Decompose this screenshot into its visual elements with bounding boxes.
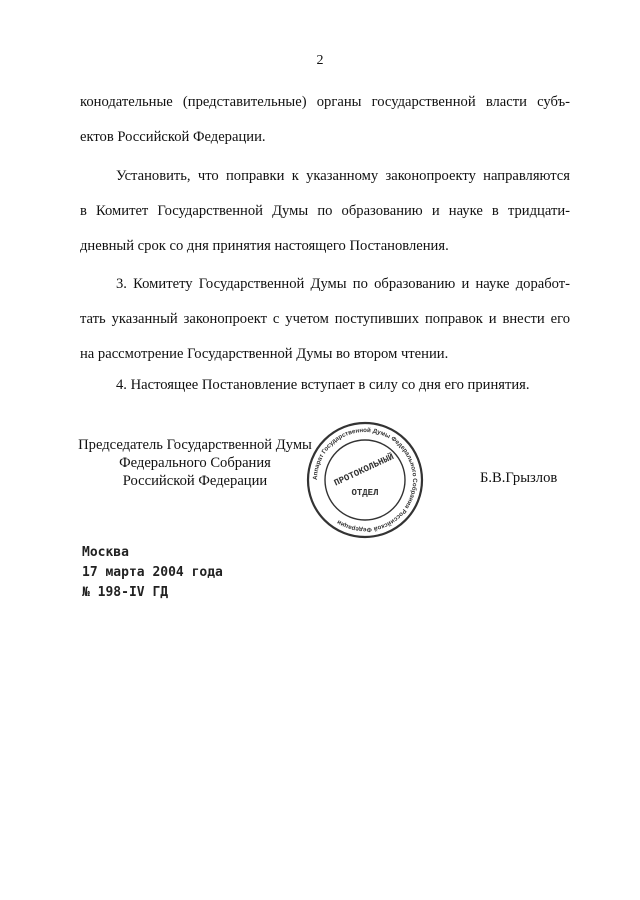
signatory-title-line: Председатель Государственной Думы <box>78 437 312 453</box>
footer-number: № 198-IV ГД <box>82 585 169 600</box>
official-stamp <box>305 420 425 540</box>
text-line: ектов Российской Федерации. <box>80 129 266 145</box>
page-number: 2 <box>316 53 324 68</box>
text-line: в Комитет Государственной Думы по образованию и науке в тридцати- <box>80 203 570 219</box>
footer-date: 17 марта 2004 года <box>82 565 223 580</box>
paragraph-2 <box>80 159 570 264</box>
stamp-center-top: ПРОТОКОЛЬНЫЙ <box>332 451 396 489</box>
stamp-ring-text: Аппарат Государственной Думы Федерального Собрания Российской Федерации <box>311 426 419 534</box>
paragraph-3 <box>80 267 570 372</box>
text-line: тать указанный законопроект с учетом поступивших поправок и внести его <box>80 311 570 327</box>
footer-city: Москва <box>82 545 129 560</box>
svg-text:Аппарат Государственной Думы Ф <box>312 427 418 533</box>
paragraph-4 <box>80 368 570 403</box>
document-footer <box>82 543 223 603</box>
text-line: конодательные (представительные) органы государственной власти субъ- <box>80 94 570 110</box>
stamp-center-bottom: ОТДЕЛ <box>351 488 379 498</box>
text-line: на рассмотрение Государственной Думы во втором чтении. <box>80 346 449 362</box>
text-line: 3. Комитету Государственной Думы по образованию и науке доработ- <box>116 276 570 292</box>
text-line: 4. Настоящее Постановление вступает в силу со дня его принятия. <box>116 377 530 393</box>
paragraph-1 <box>80 85 570 155</box>
signatory-title-line: Российской Федерации <box>122 473 268 489</box>
signatory-title-line: Федерального Собрания <box>119 455 271 471</box>
signatory-name: Б.В.Грызлов <box>480 470 558 486</box>
text-line: Установить, что поправки к указанному законопроекту направляются <box>116 168 570 184</box>
text-line: дневный срок со дня принятия настоящего Постановления. <box>80 238 449 254</box>
signatory-title <box>75 436 315 490</box>
